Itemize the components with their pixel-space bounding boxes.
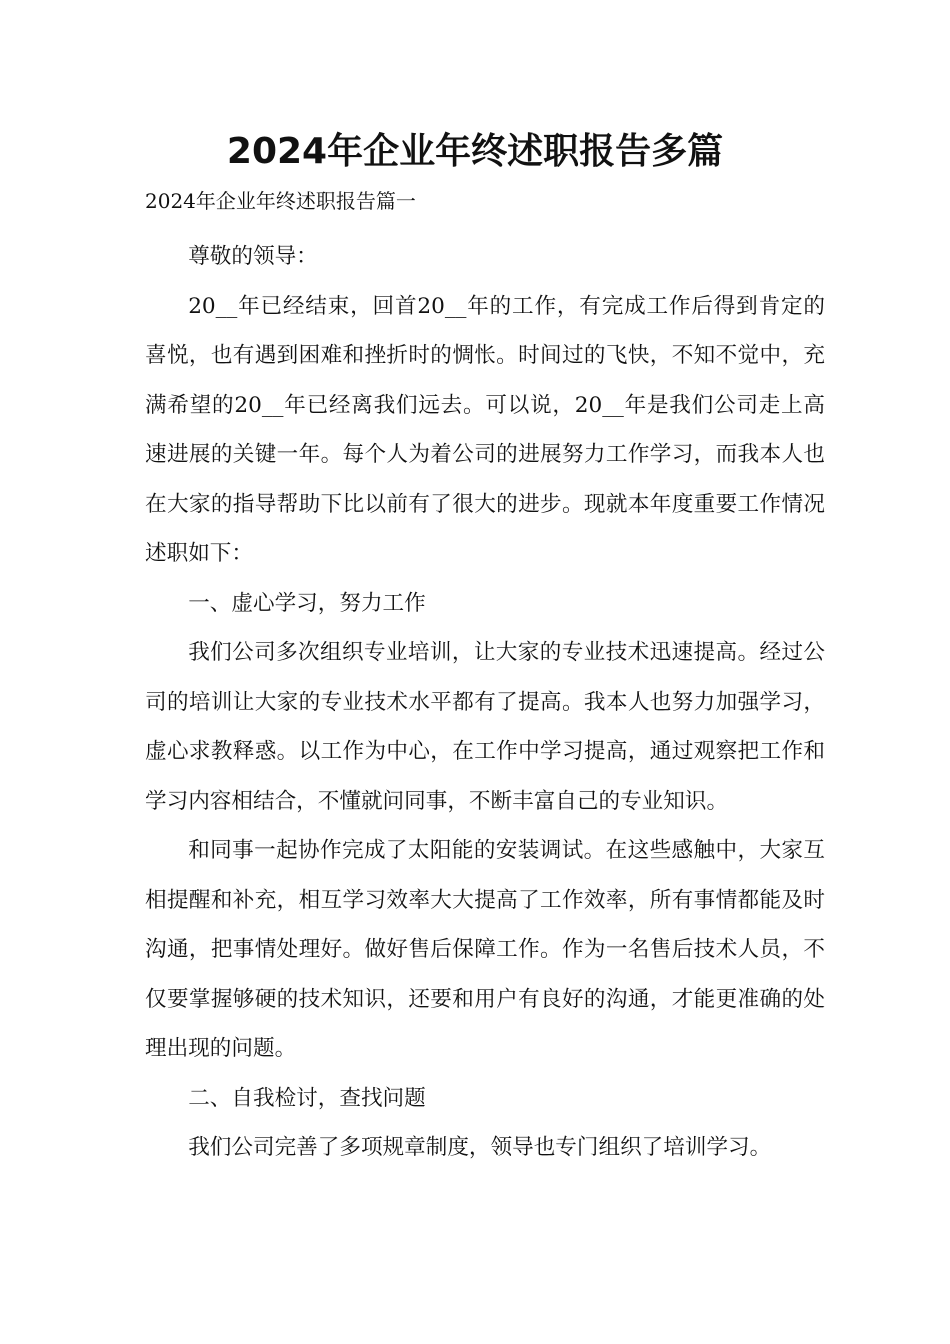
paragraph: 我们公司完善了多项规章制度，领导也专门组织了培训学习。 — [188, 1135, 772, 1160]
document-title: 2024年企业年终述职报告多篇 — [226, 131, 724, 172]
paragraph-salutation: 尊敬的领导： — [188, 244, 318, 269]
section-heading: 二、自我检讨，查找问题 — [188, 1085, 426, 1111]
document-subtitle: 2024年企业年终述职报告篇一 — [145, 189, 416, 213]
document-body — [145, 232, 825, 1173]
section-heading: 一、虚心学习，努力工作 — [188, 590, 426, 616]
paragraph: 20__年已经结束，回首20__年的工作，有完成工作后得到肯定的喜悦，也有遇到困难和挫折时的惆怅。时间过的飞快，不知不觉中，充满希望的20__年已经离我们远去。可以说，20__年是我们公司走上高速进展的关键一年。每个人为着公司的进展努力工作学习，而我本人也在大家的指导帮助下比以前有了很大的进步。现就本年度重要工作情况述职如下： — [145, 293, 825, 566]
paragraph: 我们公司多次组织专业培训，让大家的专业技术迅速提高。经过公司的培训让大家的专业技术水平都有了提高。我本人也努力加强学习，虚心求教释惑。以工作为中心，在工作中学习提高，通过观察把工作和学习内容相结合，不懂就问同事，不断丰富自己的专业知识。 — [145, 640, 825, 814]
paragraph: 和同事一起协作完成了太阳能的安装调试。在这些感触中，大家互相提醒和补充，相互学习效率大大提高了工作效率，所有事情都能及时沟通，把事情处理好。做好售后保障工作。作为一名售后技术人员，不仅要掌握够硬的技术知识，还要和用户有良好的沟通，才能更准确的处理出现的问题。 — [145, 838, 825, 1061]
